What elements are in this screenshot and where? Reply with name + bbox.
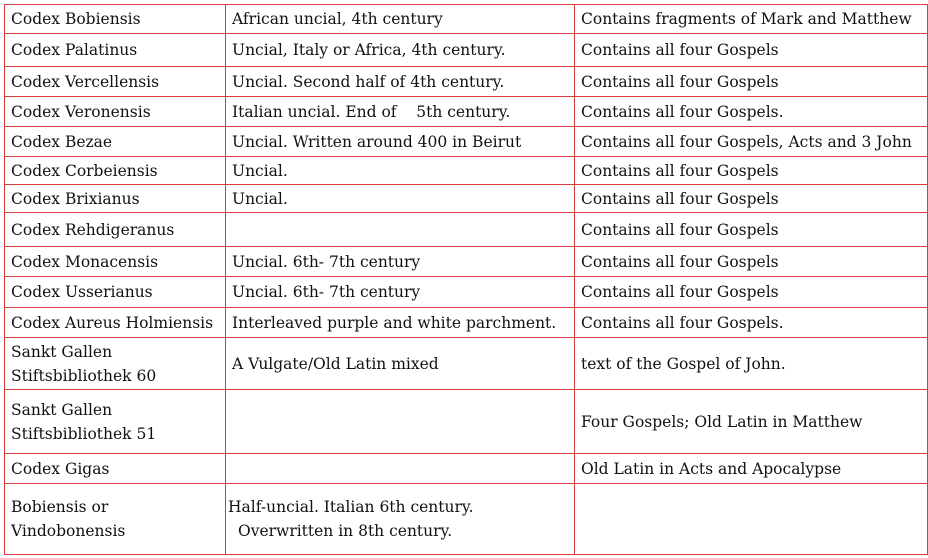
table-row (5, 34, 928, 67)
contents-cell: Contains all four Gospels (575, 213, 928, 247)
table-row (5, 127, 928, 157)
description-cell: Uncial, Italy or Africa, 4th century. (226, 34, 575, 67)
contents-cell: Contains all four Gospels. (575, 97, 928, 127)
description-cell: African uncial, 4th century (226, 5, 575, 34)
table-row (5, 5, 928, 34)
description-cell: Uncial. 6th- 7th century (226, 247, 575, 277)
description-cell (226, 454, 575, 484)
manuscript-name-cell: Codex Bobiensis (5, 5, 226, 34)
contents-cell (575, 484, 928, 555)
table-row (5, 97, 928, 127)
contents-cell: Contains all four Gospels. (575, 308, 928, 338)
manuscript-name-line: Stiftsbibliothek 60 (11, 366, 157, 385)
manuscript-name-line: Bobiensis or (11, 498, 109, 516)
description-cell: Uncial. (226, 157, 575, 185)
table-row (5, 390, 928, 454)
table-row (5, 484, 928, 555)
manuscript-name-cell: Codex Vercellensis (5, 67, 226, 97)
manuscript-name-cell: Codex Palatinus (5, 34, 226, 67)
contents-cell: Contains all four Gospels, Acts and 3 John (575, 127, 928, 157)
contents-cell: Contains all four Gospels (575, 67, 928, 97)
table-row (5, 277, 928, 308)
description-cell: Italian uncial. End of 5th century. (226, 97, 575, 127)
table-row (5, 338, 928, 390)
manuscript-name-cell: Codex Gigas (5, 454, 226, 484)
table-row (5, 454, 928, 484)
table-row (5, 157, 928, 185)
contents-cell: Contains all four Gospels (575, 185, 928, 213)
table-row (5, 247, 928, 277)
manuscript-table (4, 4, 928, 555)
manuscript-name-line: Sankt Gallen (11, 400, 113, 419)
manuscript-name-cell (5, 390, 226, 454)
manuscript-name-cell: Codex Monacensis (5, 247, 226, 277)
manuscript-name-cell: Codex Corbeiensis (5, 157, 226, 185)
contents-cell: Contains all four Gospels (575, 247, 928, 277)
manuscript-name-line: Stiftsbibliothek 51 (11, 424, 157, 443)
description-cell (226, 213, 575, 247)
description-cell: Uncial. (226, 185, 575, 213)
description-cell (226, 484, 575, 555)
description-line: Half-uncial. Italian 6th century. (228, 498, 474, 516)
manuscript-name-line: Vindobonensis (11, 522, 126, 540)
description-cell (226, 390, 575, 454)
description-cell: Interleaved purple and white parchment. (226, 308, 575, 338)
description-cell: Uncial. Second half of 4th century. (226, 67, 575, 97)
contents-cell: Contains all four Gospels (575, 277, 928, 308)
manuscript-name-cell (5, 338, 226, 390)
contents-cell: Contains all four Gospels (575, 157, 928, 185)
description-cell: Uncial. Written around 400 in Beirut (226, 127, 575, 157)
manuscript-name-cell (5, 484, 226, 555)
contents-cell: Contains all four Gospels (575, 34, 928, 67)
manuscript-name-line: Sankt Gallen (11, 342, 113, 361)
manuscript-name-cell: Codex Bezae (5, 127, 226, 157)
description-line: Overwritten in 8th century. (238, 522, 453, 540)
table-row (5, 185, 928, 213)
manuscript-name-cell: Codex Veronensis (5, 97, 226, 127)
table-row (5, 67, 928, 97)
description-cell: Uncial. 6th- 7th century (226, 277, 575, 308)
contents-cell: Old Latin in Acts and Apocalypse (575, 454, 928, 484)
manuscript-name-cell: Codex Aureus Holmiensis (5, 308, 226, 338)
manuscript-name-cell: Codex Rehdigeranus (5, 213, 226, 247)
table-row (5, 308, 928, 338)
manuscript-name-cell: Codex Brixianus (5, 185, 226, 213)
table-row (5, 213, 928, 247)
description-cell: A Vulgate/Old Latin mixed (226, 338, 575, 390)
contents-cell: text of the Gospel of John. (575, 338, 928, 390)
contents-cell: Contains fragments of Mark and Matthew (575, 5, 928, 34)
manuscript-name-cell: Codex Usserianus (5, 277, 226, 308)
contents-cell: Four Gospels; Old Latin in Matthew (575, 390, 928, 454)
